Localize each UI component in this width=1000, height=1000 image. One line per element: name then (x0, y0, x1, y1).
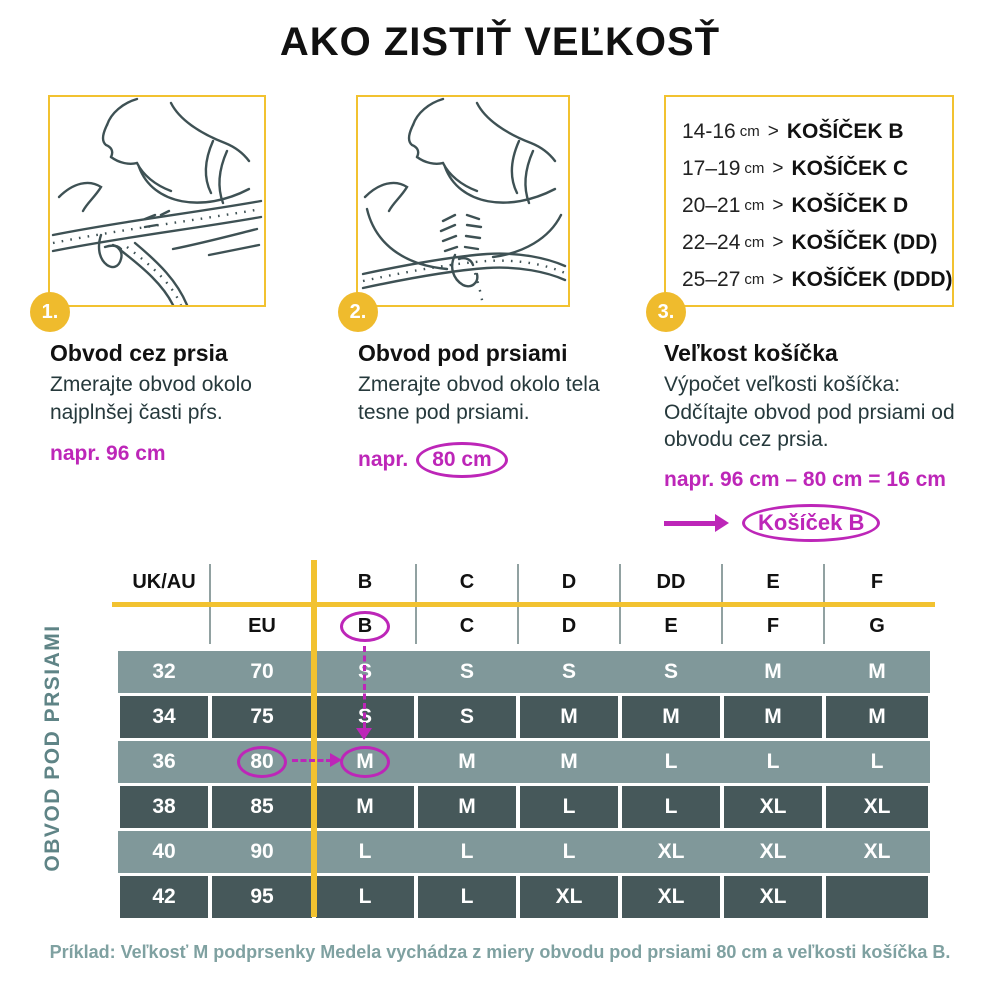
header-cell (118, 604, 210, 648)
cell-size: XL (863, 840, 891, 863)
cup-unit: cm (744, 271, 765, 288)
cup-chart-row (682, 150, 952, 187)
step3-formula: napr. 96 cm – 80 cm = 16 cm (664, 468, 946, 492)
cell-size: XL (657, 840, 685, 863)
cell-size: L (358, 840, 372, 863)
cell-size: L (562, 840, 576, 863)
cup-unit: cm (739, 123, 760, 140)
step1-badge: 1. (30, 292, 70, 332)
header-cell (314, 604, 416, 648)
example-prefix: napr. (358, 448, 409, 472)
cell-size: XL (622, 876, 720, 918)
circled-result-cup: Košíček B (742, 504, 880, 542)
cell-eu (210, 741, 314, 783)
cell-size: M (724, 696, 822, 738)
cell-size: XL (724, 786, 822, 828)
cell-size: S (663, 660, 678, 683)
cell-size: M (458, 750, 476, 773)
cell-size: M (826, 696, 928, 738)
cell-size: L (316, 876, 414, 918)
cup-separator: > (772, 231, 784, 253)
cell-eu: 95 (212, 876, 312, 918)
cup-name: KOŠÍČEK D (791, 193, 909, 217)
cell-ukau: 36 (152, 750, 176, 773)
cup-unit: cm (744, 160, 765, 177)
cell-size: S (357, 660, 372, 683)
measure-underbust-illustration (358, 97, 568, 305)
size-table (118, 560, 930, 918)
header-cell: UK/AU (132, 570, 196, 593)
example-value: 96 cm (106, 442, 166, 466)
table-row (118, 876, 930, 918)
cup-separator: > (772, 157, 784, 179)
step1-heading: Obvod cez prsia (50, 340, 228, 366)
table-row (118, 696, 930, 738)
example-prefix: napr. (50, 442, 101, 466)
circled-example-value: 80 cm (416, 442, 508, 478)
cell-size: L (460, 840, 474, 863)
header-cell: F (870, 570, 884, 593)
step3-text (664, 340, 964, 542)
cup-separator: > (772, 268, 784, 290)
step2-text (358, 340, 618, 478)
cell-ukau: 40 (152, 840, 176, 863)
cell-size (314, 741, 416, 783)
cell-size: M (418, 786, 516, 828)
table-header-eu (118, 604, 930, 648)
cup-separator: > (772, 194, 784, 216)
header-cell: C (459, 570, 475, 593)
step2-badge: 2. (338, 292, 378, 332)
step1-text (50, 340, 300, 466)
cell-size: S (418, 696, 516, 738)
example-caption: Príklad: Veľkosť M podprsenky Medela vychádza z miery obvodu pod prsiami 80 cm a veľkosti košíčka B. (49, 942, 951, 962)
page-title: AKO ZISTIŤ VEĽKOSŤ (279, 20, 721, 64)
cell-size: L (870, 750, 884, 773)
cell-ukau: 38 (120, 786, 208, 828)
cup-chart-row (682, 224, 952, 261)
cup-range: 22–24 (682, 230, 741, 254)
table-row-highlighted (118, 741, 930, 783)
circled-underbust-80: 80 (237, 746, 287, 778)
cup-size-chart-box (664, 95, 954, 307)
cell-size: L (520, 786, 618, 828)
cell-ukau: 32 (152, 660, 176, 683)
cup-unit: cm (744, 234, 765, 251)
cup-name: KOŠÍČEK (DDD) (791, 267, 953, 291)
cell-size: M (316, 786, 414, 828)
yellow-vertical-rule (311, 560, 317, 917)
table-body (118, 651, 930, 918)
cup-name: KOŠÍČEK C (791, 156, 909, 180)
cell-size: M (764, 660, 782, 683)
header-cell: D (561, 570, 577, 593)
cell-size: M (560, 750, 578, 773)
cup-name: KOŠÍČEK (DD) (791, 230, 938, 254)
cup-unit: cm (744, 197, 765, 214)
circled-cup-b: B (340, 611, 390, 642)
cell-size: L (766, 750, 780, 773)
cell-size: L (622, 786, 720, 828)
header-cell: G (869, 614, 885, 637)
cup-name: KOŠÍČEK B (786, 119, 904, 143)
cup-range: 14-16 (682, 119, 736, 143)
cell-eu: 90 (250, 840, 274, 863)
cup-chart-row (682, 261, 952, 298)
cell-ukau: 34 (120, 696, 208, 738)
header-cell: E (766, 570, 780, 593)
step3-body: Výpočet veľkosti košíčka: Odčítajte obvod pod prsiami od obvodu cez prsia. (664, 373, 955, 452)
step3-badge: 3. (646, 292, 686, 332)
step3-heading: Veľkost košíčka (664, 340, 838, 366)
step2-heading: Obvod pod prsiami (358, 340, 568, 366)
underbust-axis-label: OBVOD POD PRSIAMI (41, 624, 64, 872)
table-row (118, 786, 930, 828)
table-row (118, 651, 930, 693)
cup-range: 20–21 (682, 193, 741, 217)
header-cell: D (561, 614, 577, 637)
cell-size: L (664, 750, 678, 773)
cup-chart-row (682, 113, 952, 150)
cell-size: XL (724, 876, 822, 918)
cup-chart-row (682, 187, 952, 224)
cell-ukau: 42 (120, 876, 208, 918)
step2-illustration-box (356, 95, 570, 307)
measure-chest-illustration (50, 97, 264, 305)
cell-size: XL (520, 876, 618, 918)
header-cell: EU (248, 614, 276, 637)
cell-size: S (561, 660, 576, 683)
cell-size: XL (759, 840, 787, 863)
table-row (118, 831, 930, 873)
step1-body: Zmerajte obvod okolo najplnšej časti pŕs. (50, 373, 252, 424)
cell-eu: 85 (212, 786, 312, 828)
step2-body: Zmerajte obvod okolo tela tesne pod prsiami. (358, 373, 600, 424)
step1-example (50, 442, 300, 466)
header-cell: DD (656, 570, 686, 593)
arrow-right-icon (664, 521, 716, 526)
cell-size: M (868, 660, 886, 683)
cell-size: S (459, 660, 474, 683)
step3-result (664, 504, 964, 542)
step1-illustration-box (48, 95, 266, 307)
header-cell: E (664, 614, 678, 637)
cup-range: 25–27 (682, 267, 741, 291)
header-cell: C (459, 614, 475, 637)
circled-size-m: M (340, 746, 390, 778)
table-header-ukau (118, 560, 930, 604)
header-cell: B (357, 570, 373, 593)
cup-range: 17–19 (682, 156, 741, 180)
header-cell: F (766, 614, 780, 637)
cell-size: M (622, 696, 720, 738)
cell-eu: 75 (212, 696, 312, 738)
cup-separator: > (767, 120, 779, 142)
cell-eu: 70 (250, 660, 274, 683)
cell-size (826, 876, 928, 918)
cell-size: L (418, 876, 516, 918)
step2-example (358, 442, 618, 478)
header-cell (210, 560, 314, 604)
cell-size: S (316, 696, 414, 738)
cell-size: M (520, 696, 618, 738)
yellow-horizontal-rule (112, 602, 935, 607)
cell-size: XL (826, 786, 928, 828)
